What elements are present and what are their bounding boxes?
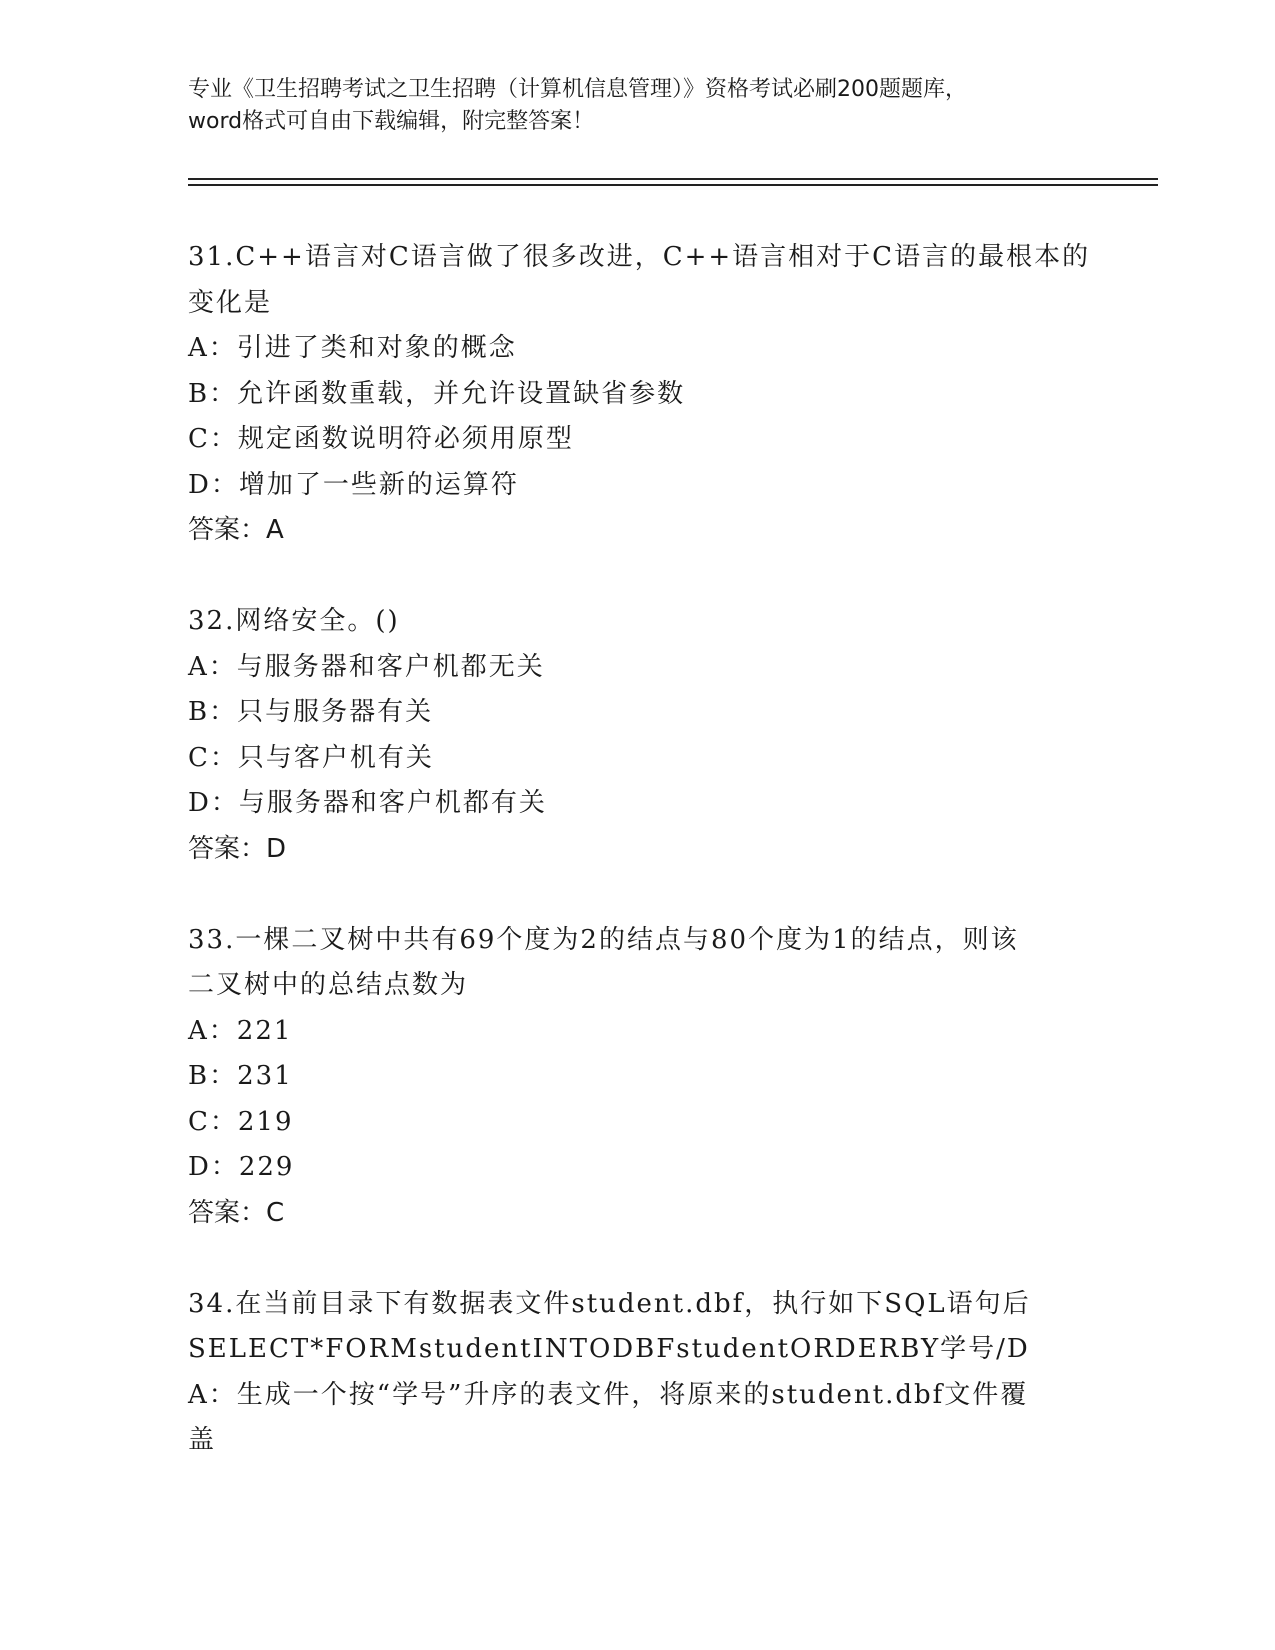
- document-header: [188, 74, 1088, 138]
- option-a: A：221: [188, 1015, 293, 1046]
- option-a: A：生成一个按“学号”升序的表文件，将原来的student.dbf文件覆: [188, 1379, 1029, 1410]
- question-33: [188, 918, 1088, 1237]
- answer: 答案：D: [188, 833, 287, 864]
- question-31: [188, 235, 1091, 554]
- option-c: C：规定函数说明符必须用原型: [188, 424, 574, 454]
- question-32: [188, 599, 1088, 872]
- question-text: SELECT*FORMstudentINTODBFstudentORDERBY学号/D: [188, 1334, 1030, 1364]
- question-text: 31.C++语言对C语言做了很多改进，C++语言相对于C语言的最根本的: [188, 242, 1091, 272]
- header-title-line-2: word格式可自由下载编辑，附完整答案！: [188, 109, 595, 134]
- option-c: C：219: [188, 1106, 294, 1137]
- header-title-line-1: 专业《卫生招聘考试之卫生招聘（计算机信息管理）》资格考试必刷200题题库，: [188, 77, 967, 102]
- option-a: A：与服务器和客户机都无关: [188, 651, 545, 682]
- option-d: D：增加了一些新的运算符: [188, 469, 519, 500]
- header-divider-bottom: [188, 184, 1158, 186]
- answer: 答案：A: [188, 515, 284, 545]
- question-text: 34.在当前目录下有数据表文件student.dbf，执行如下SQL语句后: [188, 1288, 1031, 1319]
- option-a: A：引进了类和对象的概念: [188, 333, 517, 363]
- question-list: [188, 235, 1091, 1509]
- option-a-continued: 盖: [188, 1425, 217, 1455]
- answer: 答案：C: [188, 1197, 285, 1228]
- option-c: C：只与客户机有关: [188, 742, 434, 773]
- option-b: B：允许函数重载，并允许设置缺省参数: [188, 378, 686, 409]
- option-b: B：231: [188, 1061, 293, 1091]
- question-text: 二叉树中的总结点数为: [188, 970, 469, 1000]
- option-d: D：与服务器和客户机都有关: [188, 788, 547, 818]
- question-text: 33.一棵二叉树中共有69个度为2的结点与80个度为1的结点，则该: [188, 924, 1019, 955]
- question-34: [188, 1282, 1088, 1464]
- option-d: D：229: [188, 1152, 295, 1182]
- question-text: 32.网络安全。(): [188, 606, 400, 636]
- option-b: B：只与服务器有关: [188, 697, 434, 727]
- question-text: 变化是: [188, 287, 273, 318]
- header-divider-top: [188, 178, 1158, 180]
